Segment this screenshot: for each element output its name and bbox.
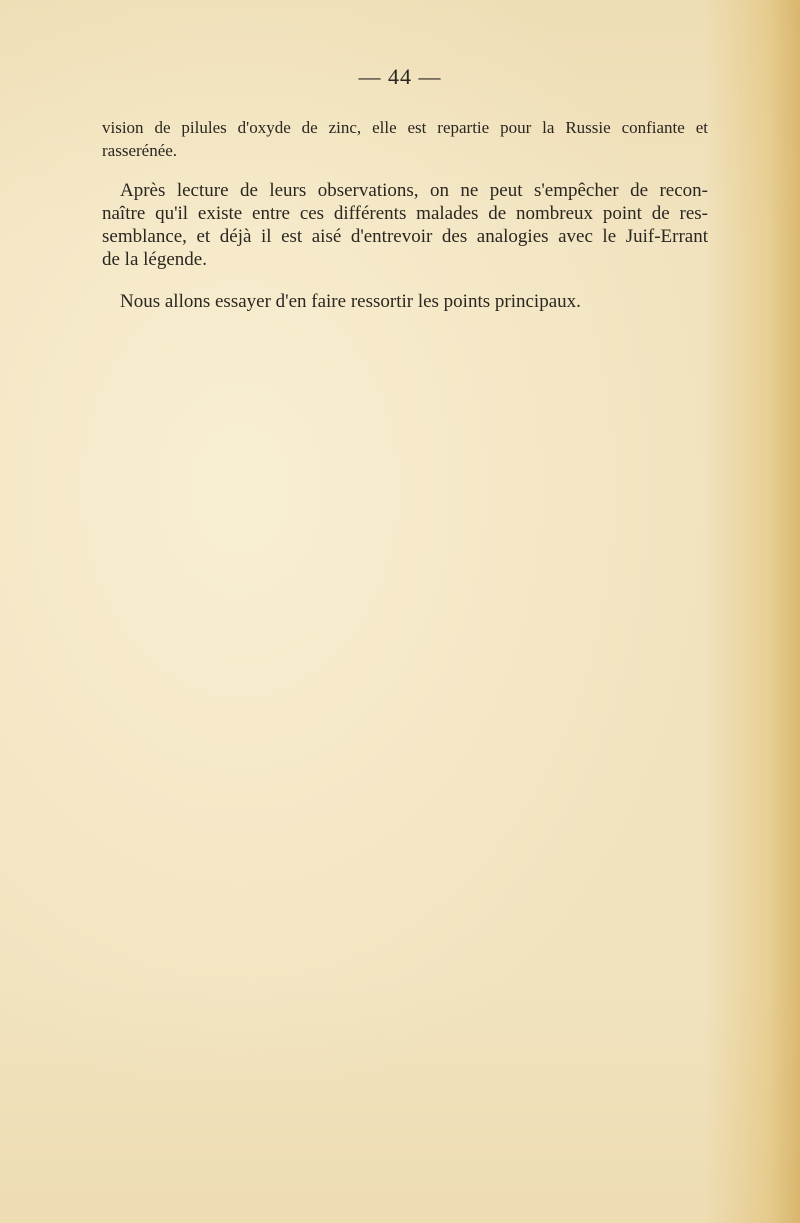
text-line: Nous allons essayer d'en faire ressortir les points principaux. [120, 291, 581, 312]
text-line: naître qu'il existe entre ces différents malades de nombreux point de res- [102, 203, 708, 224]
text-line: vision de pilules d'oxyde de zinc, elle est repartie pour la Russie confiante et [102, 118, 708, 137]
paragraph-2 [102, 179, 708, 271]
text-line: de la légende. [102, 249, 207, 270]
paragraph-1 [102, 117, 708, 162]
text-line: Après lecture de leurs observations, on ne peut s'empêcher de recon- [120, 180, 708, 201]
page-number: — 44 — [358, 64, 442, 89]
text-line: rasserénée. [102, 140, 178, 160]
text-line: semblance, et déjà il est aisé d'entrevoir des analogies avec le Juif-Errant [102, 226, 708, 247]
paragraph-3 [102, 290, 708, 313]
body-text [102, 100, 708, 332]
